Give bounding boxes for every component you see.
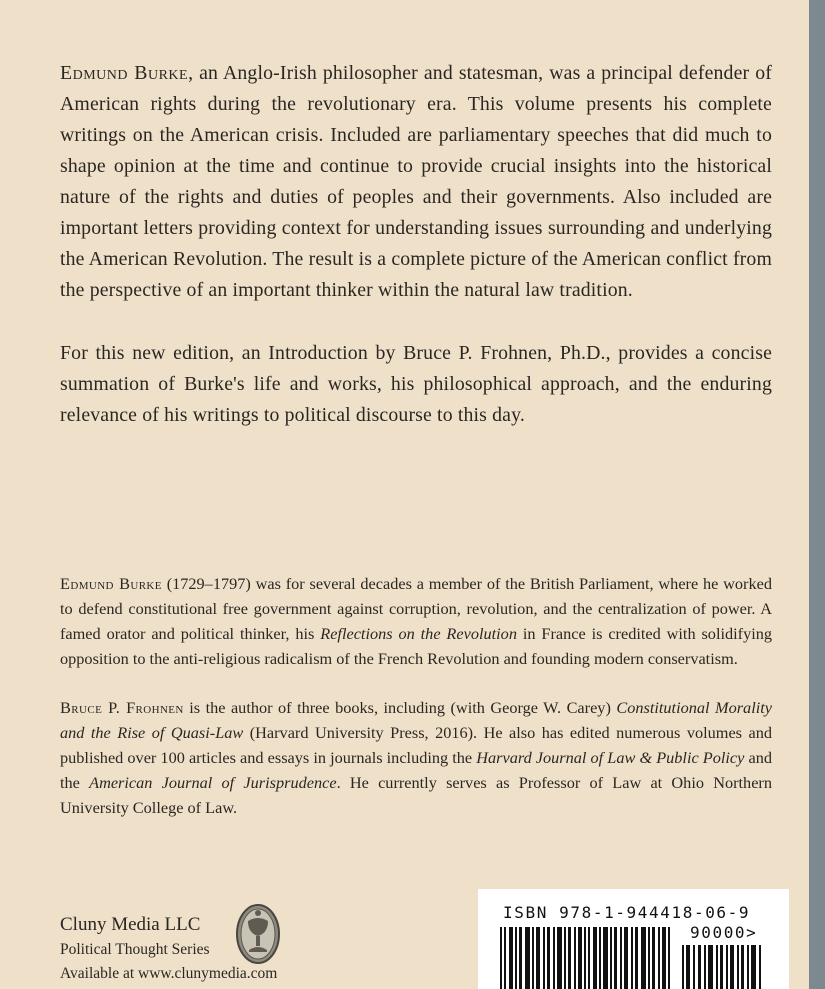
- description-paragraph: [60, 58, 772, 306]
- journal-title-1: Harvard Journal of Law & Public Policy: [476, 748, 745, 767]
- burke-bio: [60, 571, 772, 671]
- publisher-website: Available at www.clunymedia.com: [60, 965, 278, 982]
- frohnen-bio-text-3: and the: [60, 748, 772, 792]
- price-addon-barcode: [682, 945, 764, 989]
- frohnen-bio-text-2: (Harvard University Press, 2016). He also has edited numerous volumes and published over 100 articles and essays in journals including the: [60, 723, 772, 767]
- edition-note: For this new edition, an Introduction by Bruce P. Frohnen, Ph.D., provides a concise summation of Burke's life and works, his philosophical approach, and the enduring relevance of his writings to political discourse to this day.: [60, 342, 772, 426]
- book-description: [60, 58, 772, 463]
- author-bios: [60, 571, 772, 844]
- burke-bio-text-end: in France is credited with solidifying opposition to the anti-religious radicalism of the French Revolution and founding modern conservatism.: [60, 624, 773, 668]
- spine-edge: [809, 0, 825, 989]
- publisher-name: Cluny Media LLC: [60, 914, 201, 935]
- frohnen-bio-text: is the author of three books, including (with George W. Carey): [183, 698, 617, 717]
- publisher-block: [60, 912, 320, 986]
- description-text: , an Anglo-Irish philosopher and statesman, was a principal defender of American rights during the revolutionary era. This volume presents his complete writings on the American crisis. Included are parliamentary speeches that did much to shape opinion at the time and continue to provide crucial insights into the historical nature of the rights and duties of peoples and their governments. Also included are important letters providing context for understanding issues surrounding and underlying the American Revolution. The result is a complete picture of the American conflict from the perspective of an important thinker within the natural law tradition.: [60, 62, 772, 301]
- burke-bio-title-italic: Reflections on the Revolution: [320, 624, 517, 643]
- isbn-number: ISBN 978-1-944418-06-9: [503, 903, 751, 922]
- chalice-seal-icon: [235, 903, 281, 965]
- frohnen-bio-text-4: . He currently serves as Professor of Law at Ohio Northern University College of Law.: [60, 773, 772, 817]
- publisher-series: Political Thought Series: [60, 941, 210, 958]
- frohnen-bio-name: Bruce P. Frohnen: [60, 698, 184, 717]
- burke-bio-text: (1729–1797) was for several decades a member of the British Parliament, where he worked to defend constitutional free government against corruption, revolution, and the centralization of power. A famed orator and political thinker, his: [60, 574, 772, 643]
- price-code: 90000>: [690, 923, 758, 942]
- barcode-icon: [500, 927, 672, 989]
- author-name-smallcaps: Edmund Burke: [60, 62, 189, 84]
- frohnen-bio: [60, 695, 772, 820]
- burke-bio-name: Edmund Burke: [60, 574, 162, 593]
- isbn-barcode: [478, 889, 789, 989]
- journal-title-2: American Journal of Jurisprudence: [89, 773, 337, 792]
- frohnen-book-title: Constitutional Morality and the Rise of Quasi-Law: [60, 698, 772, 742]
